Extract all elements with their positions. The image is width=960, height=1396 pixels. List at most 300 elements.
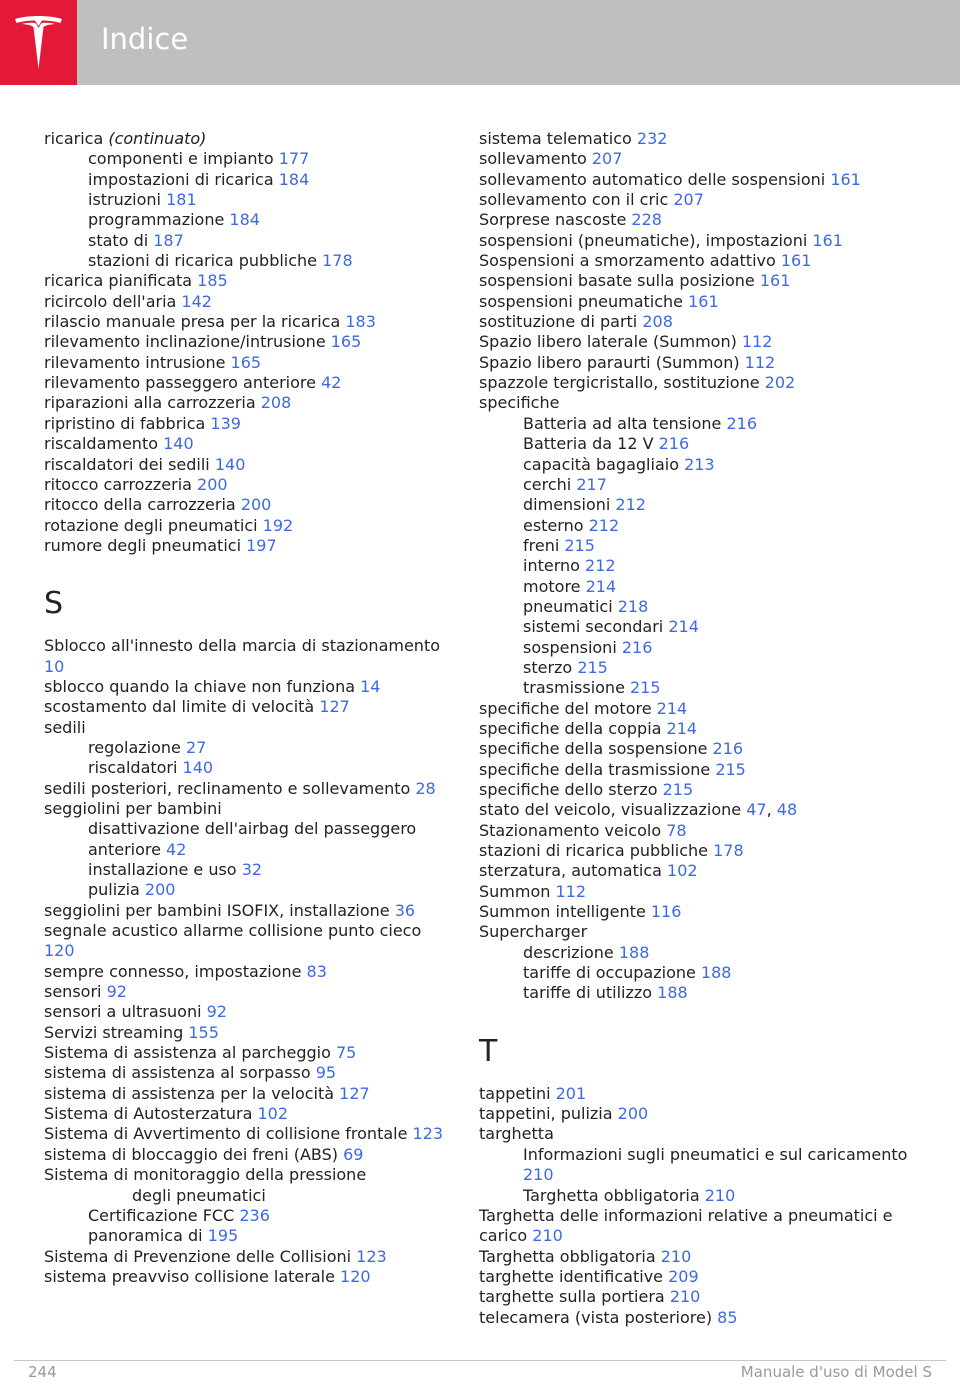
index-entry	[44, 758, 444, 778]
page-link[interactable]: 140	[182, 758, 214, 778]
index-entry	[44, 677, 444, 697]
index-column-left	[44, 129, 444, 1287]
entry-term: sensori a ultrasuoni	[44, 1002, 207, 1022]
logo-box	[0, 0, 77, 85]
index-entry	[44, 880, 444, 900]
entry-term: sostituzione di parti	[479, 312, 643, 332]
index-entry	[479, 800, 919, 820]
index-entry	[44, 495, 444, 515]
index-entry	[44, 1023, 444, 1043]
page-link[interactable]: 112	[744, 352, 776, 372]
index-entry	[479, 231, 919, 251]
page-link[interactable]: 178	[322, 251, 353, 271]
page-link[interactable]: 228	[631, 210, 662, 230]
page-link[interactable]: 83	[306, 961, 327, 981]
index-entry	[479, 414, 919, 434]
entry-term: cerchi	[523, 474, 577, 494]
index-entry	[479, 1247, 919, 1267]
page-link[interactable]: 139	[210, 413, 241, 433]
index-entry	[44, 1267, 444, 1287]
page-link[interactable]: 161	[780, 251, 812, 271]
entry-term: targhette sulla portiera	[479, 1287, 670, 1307]
page-link[interactable]: 27	[185, 737, 207, 757]
index-entry	[479, 149, 919, 169]
index-entry	[44, 1206, 444, 1226]
header-bar	[0, 0, 960, 85]
page-link[interactable]: 215	[715, 759, 746, 779]
page-link[interactable]: 200	[240, 495, 272, 515]
index-entry	[479, 516, 919, 536]
entry-term: sistema di assistenza al sorpasso	[44, 1063, 316, 1083]
index-entry	[479, 638, 919, 658]
index-entry	[479, 983, 919, 1003]
entry-term: Targhetta obbligatoria	[523, 1185, 705, 1205]
index-entry	[479, 536, 919, 556]
entry-term: degli pneumatici	[132, 1185, 266, 1205]
index-entry	[479, 393, 919, 413]
entry-term: riscaldamento	[44, 434, 164, 454]
index-entry	[44, 1043, 444, 1063]
entry-term: Supercharger	[479, 922, 588, 942]
index-entry	[479, 780, 919, 800]
entry-term: componenti e impianto	[88, 149, 279, 169]
entry-term: riscaldatori dei sedili	[44, 454, 215, 474]
index-entry	[479, 434, 919, 454]
page-link[interactable]: 184	[278, 169, 310, 189]
page-link[interactable]: 127	[339, 1083, 370, 1103]
index-entry	[44, 455, 444, 475]
entry-term: rilevamento passeggero anteriore	[44, 373, 322, 393]
index-entry	[479, 292, 919, 312]
page-link[interactable]: 116	[650, 902, 682, 922]
entry-term: descrizione	[523, 942, 619, 962]
page-link[interactable]: 177	[278, 149, 310, 169]
entry-term: Certificazione FCC	[88, 1205, 240, 1225]
page-link[interactable]: 215	[577, 657, 608, 677]
entry-term: specifiche della sospensione	[479, 739, 713, 759]
index-entry	[44, 312, 444, 332]
index-entry	[479, 943, 919, 963]
page-link[interactable]: 112	[741, 332, 773, 352]
entry-term: seggiolini per bambini	[44, 798, 222, 818]
index-entry	[44, 1124, 444, 1144]
page-link[interactable]: 10	[44, 656, 65, 676]
page-link[interactable]: 215	[564, 535, 595, 555]
index-entry	[44, 434, 444, 454]
entry-term: pulizia	[88, 880, 145, 900]
page-link[interactable]: 140	[214, 454, 246, 474]
footer-divider	[14, 1360, 946, 1361]
index-entry	[479, 1267, 919, 1287]
entry-term: sollevamento	[479, 149, 592, 169]
page-link[interactable]: 212	[588, 515, 620, 535]
page-link[interactable]: 213	[684, 454, 715, 474]
entry-term: sedili posteriori, reclinamento e sollevamento	[44, 778, 416, 798]
entry-term: sospensioni	[523, 637, 622, 657]
index-entry	[44, 1104, 444, 1124]
index-entry	[479, 658, 919, 678]
page-link[interactable]: 185	[197, 271, 228, 291]
page-link[interactable]: 192	[262, 515, 294, 535]
page-link[interactable]: 28	[415, 778, 436, 798]
index-entry	[479, 922, 919, 942]
page-link[interactable]: 214	[585, 576, 617, 596]
entry-term: Spazio libero paraurti (Summon)	[479, 352, 745, 372]
index-entry	[44, 718, 444, 738]
page-link[interactable]: 215	[662, 780, 694, 799]
page-link[interactable]: 75	[335, 1043, 357, 1063]
index-entry	[479, 861, 919, 881]
page-link[interactable]: 42	[166, 839, 187, 859]
page-link[interactable]: 214	[656, 698, 688, 718]
entry-term: dimensioni	[523, 495, 616, 515]
page-link[interactable]: 161	[812, 230, 843, 250]
page-link[interactable]: 200	[197, 474, 228, 494]
index-entry	[479, 251, 919, 271]
page-link[interactable]: 32	[241, 860, 263, 879]
entry-term: disattivazione dell'airbag del passeggero anteriore	[88, 819, 417, 859]
page-link[interactable]: 184	[229, 210, 260, 230]
index-entry	[44, 636, 444, 677]
entry-term: Informazioni sugli pneumatici e sul caricamento	[523, 1144, 908, 1164]
index-entry	[44, 1063, 444, 1083]
index-entry	[44, 799, 444, 819]
index-entry	[44, 738, 444, 758]
page-link[interactable]: 112	[555, 881, 587, 901]
entry-term: sistemi secondari	[523, 617, 669, 637]
entry-term: esterno	[523, 515, 589, 535]
index-entry	[44, 1145, 444, 1165]
entry-term: telecamera (vista posteriore)	[479, 1307, 718, 1327]
index-entry	[44, 1165, 444, 1185]
index-entry	[479, 577, 919, 597]
page-link[interactable]: 188	[657, 983, 688, 1003]
entry-term: ritocco carrozzeria	[44, 474, 198, 494]
entry-term: Sistema di assistenza al parcheggio	[44, 1043, 336, 1063]
index-entry	[479, 902, 919, 922]
entry-term: ricarica	[44, 129, 109, 148]
index-entry	[44, 962, 444, 982]
entry-term: Sblocco all'innesto della marcia di stazionamento	[44, 636, 441, 656]
page-link[interactable]: 178	[713, 841, 744, 861]
page-link[interactable]: 92	[106, 982, 127, 1002]
entry-term: Summon intelligente	[479, 902, 651, 922]
entry-term: regolazione	[88, 737, 186, 757]
page-link[interactable]: 210	[669, 1287, 701, 1307]
page-link[interactable]: 214	[666, 718, 698, 738]
entry-term: stazioni di ricarica pubbliche	[88, 251, 323, 271]
index-entry	[479, 821, 919, 841]
entry-term: tappetini	[479, 1083, 556, 1103]
index-entry	[479, 1308, 919, 1328]
entry-term: sempre connesso, impostazione	[44, 961, 307, 981]
index-entry	[479, 1186, 919, 1206]
index-entry	[44, 414, 444, 434]
index-entry	[479, 190, 919, 210]
page-link[interactable]: 123	[356, 1246, 387, 1266]
page-link[interactable]: 217	[576, 474, 607, 494]
entry-term: ricarica pianificata	[44, 271, 198, 291]
entry-term: Stazionamento veicolo	[479, 820, 667, 840]
page-link[interactable]: 216	[658, 434, 690, 454]
page-link[interactable]: 209	[668, 1266, 699, 1286]
index-entry	[479, 170, 919, 190]
entry-term: installazione e uso	[88, 860, 242, 879]
index-entry	[479, 760, 919, 780]
entry-term: sistema telematico	[479, 129, 637, 148]
page-link[interactable]: 47	[746, 800, 767, 820]
page-link[interactable]: 120	[44, 941, 75, 961]
entry-term: tariffe di utilizzo	[523, 983, 658, 1003]
entry-term: impostazioni di ricarica	[88, 169, 279, 189]
page-link[interactable]: 210	[660, 1246, 692, 1266]
page-link[interactable]: 218	[617, 596, 649, 616]
entry-term: spazzole tergicristallo, sostituzione	[479, 373, 765, 393]
index-entry	[479, 1206, 919, 1247]
entry-term: Sorprese nascoste	[479, 210, 632, 230]
entry-term: Targhetta obbligatoria	[479, 1246, 661, 1266]
entry-term: Servizi streaming	[44, 1022, 189, 1042]
entry-term: ritocco della carrozzeria	[44, 495, 241, 515]
entry-term: Sistema di Avvertimento di collisione frontale	[44, 1124, 413, 1144]
index-entry	[44, 1002, 444, 1022]
page-link[interactable]: 48	[776, 800, 798, 820]
entry-term: Batteria ad alta tensione	[523, 413, 727, 433]
page-link[interactable]: 202	[764, 373, 796, 393]
entry-term: scostamento dal limite di velocità	[44, 697, 320, 717]
page-link[interactable]: 92	[206, 1002, 227, 1022]
page-link[interactable]: 127	[319, 697, 350, 717]
index-entry	[44, 190, 444, 210]
entry-term: panoramica di	[88, 1226, 208, 1246]
page-link[interactable]: 212	[585, 556, 616, 576]
page-link[interactable]: 210	[704, 1185, 736, 1205]
index-entry	[479, 597, 919, 617]
index-entry	[479, 719, 919, 739]
page-link[interactable]: 142	[181, 291, 212, 311]
entry-term: rumore degli pneumatici	[44, 535, 247, 555]
index-entry	[44, 332, 444, 352]
page-link[interactable]: 216	[712, 739, 744, 759]
index-entry	[44, 1247, 444, 1267]
index-entry	[479, 353, 919, 373]
page-link[interactable]: 216	[726, 413, 757, 433]
page-link[interactable]: 85	[717, 1307, 738, 1327]
entry-term: segnale acustico allarme collisione punto cieco	[44, 921, 422, 941]
entry-term: sospensioni pneumatiche	[479, 291, 689, 311]
entry-term: targhetta	[479, 1124, 554, 1144]
index-entry	[44, 1084, 444, 1104]
entry-term: Batteria da 12 V	[523, 434, 659, 454]
page-separator: ,	[766, 800, 777, 820]
entry-term: Summon	[479, 881, 556, 901]
page-link[interactable]: 161	[688, 291, 719, 311]
page-link[interactable]: 155	[188, 1022, 219, 1042]
index-entry	[479, 556, 919, 576]
index-letter-heading: T	[479, 1033, 498, 1069]
entry-term: interno	[523, 556, 586, 576]
page-link[interactable]: 36	[394, 900, 416, 920]
page-link[interactable]: 210	[532, 1226, 563, 1246]
page-link[interactable]: 120	[340, 1266, 371, 1286]
index-entry	[44, 393, 444, 413]
index-entry	[479, 475, 919, 495]
page-link[interactable]: 201	[555, 1083, 587, 1103]
index-entry	[44, 779, 444, 799]
page-link[interactable]: 188	[700, 963, 732, 983]
page-link[interactable]: 210	[523, 1165, 554, 1185]
entry-term: freni	[523, 535, 565, 555]
entry-term: rilascio manuale presa per la ricarica	[44, 312, 346, 332]
index-entry	[479, 1084, 919, 1104]
index-entry	[479, 678, 919, 698]
index-entry	[479, 210, 919, 230]
footer-manual-title: Manuale d'uso di Model S	[740, 1363, 932, 1381]
index-entry	[479, 617, 919, 637]
entry-term: sistema di bloccaggio dei freni (ABS)	[44, 1144, 344, 1164]
page-link[interactable]: 181	[166, 190, 197, 210]
page-link[interactable]: 165	[230, 352, 262, 372]
entry-term: specifiche dello sterzo	[479, 780, 663, 799]
index-entry	[44, 860, 444, 880]
entry-term: stato del veicolo, visualizzazione	[479, 800, 747, 820]
index-entry	[44, 271, 444, 291]
entry-term: rilevamento intrusione	[44, 352, 231, 372]
page-link[interactable]: 195	[207, 1226, 239, 1246]
index-entry	[44, 982, 444, 1002]
entry-term: targhette identificative	[479, 1266, 669, 1286]
index-entry	[479, 129, 919, 149]
entry-term: riparazioni alla carrozzeria	[44, 393, 261, 413]
entry-term: specifiche della coppia	[479, 718, 667, 738]
entry-term: specifiche	[479, 393, 560, 413]
index-letter-heading: S	[44, 586, 64, 622]
index-entry	[479, 1145, 919, 1186]
page-link[interactable]: 183	[345, 312, 376, 332]
index-entry	[44, 210, 444, 230]
page-link[interactable]: 69	[343, 1144, 364, 1164]
index-entry	[479, 332, 919, 352]
entry-term: sensori	[44, 982, 107, 1002]
page-link[interactable]: 165	[330, 332, 362, 352]
entry-term: sedili	[44, 717, 86, 737]
entry-term: sollevamento automatico delle sospensioni	[479, 169, 831, 189]
page-link[interactable]: 102	[257, 1104, 289, 1124]
entry-term: sblocco quando la chiave non funziona	[44, 676, 361, 696]
page-link[interactable]: 200	[617, 1104, 649, 1124]
entry-term: sistema preavviso collisione laterale	[44, 1266, 341, 1286]
index-entry	[44, 129, 444, 149]
index-entry	[479, 1104, 919, 1124]
page-link[interactable]: 207	[673, 190, 704, 210]
entry-term: sterzatura, automatica	[479, 861, 668, 881]
index-entry	[44, 1226, 444, 1246]
entry-term: capacità bagagliaio	[523, 454, 685, 474]
index-entry	[479, 1287, 919, 1307]
index-entry	[44, 251, 444, 271]
entry-term: sterzo	[523, 657, 578, 677]
entry-term: specifiche della trasmissione	[479, 759, 716, 779]
entry-continued-note: (continuato)	[108, 129, 207, 148]
entry-term: stato di	[88, 230, 154, 250]
entry-term: sospensioni (pneumatiche), impostazioni	[479, 230, 813, 250]
page-link[interactable]: 102	[667, 861, 698, 881]
index-entry	[44, 475, 444, 495]
index-entry	[479, 841, 919, 861]
entry-term: seggiolini per bambini ISOFIX, installazione	[44, 900, 395, 920]
entry-term: specifiche del motore	[479, 698, 657, 718]
page-link[interactable]: 208	[260, 393, 292, 413]
entry-term: Sistema di monitoraggio della pressione	[44, 1165, 367, 1185]
index-entry	[44, 353, 444, 373]
index-entry	[44, 901, 444, 921]
page-link[interactable]: 140	[163, 434, 194, 454]
page-link[interactable]: 161	[830, 169, 861, 189]
index-entry	[479, 373, 919, 393]
page-link[interactable]: 232	[636, 129, 668, 148]
page-link[interactable]: 236	[239, 1205, 270, 1225]
index-entry	[479, 739, 919, 759]
entry-term: motore	[523, 576, 586, 596]
index-entry	[479, 1124, 919, 1144]
index-column-right	[479, 129, 919, 1328]
entry-term: Sospensioni a smorzamento adattivo	[479, 251, 781, 271]
index-entry	[44, 170, 444, 190]
index-entry	[44, 373, 444, 393]
entry-term: ricircolo dell'aria	[44, 291, 182, 311]
page-link[interactable]: 123	[412, 1124, 444, 1144]
index-entry	[44, 921, 444, 962]
page-link[interactable]: 200	[144, 880, 176, 900]
page-link[interactable]: 208	[642, 312, 673, 332]
page-link[interactable]: 197	[246, 535, 277, 555]
page-link[interactable]: 42	[321, 373, 342, 393]
page-link[interactable]: 95	[315, 1063, 337, 1083]
entry-term: ripristino di fabbrica	[44, 413, 211, 433]
entry-term: pneumatici	[523, 596, 618, 616]
page-link[interactable]: 216	[621, 637, 653, 657]
index-entry	[44, 292, 444, 312]
page-link[interactable]: 187	[153, 230, 184, 250]
entry-term: Targhetta delle informazioni relative a pneumatici e carico	[479, 1205, 893, 1246]
page-link[interactable]: 207	[591, 149, 623, 169]
page-link[interactable]: 214	[668, 617, 699, 637]
index-entry	[479, 271, 919, 291]
index-entry	[44, 697, 444, 717]
index-entry	[479, 882, 919, 902]
entry-term: riscaldatori	[88, 758, 183, 778]
page-link[interactable]: 215	[630, 678, 661, 698]
index-entry	[479, 455, 919, 475]
index-entry	[44, 231, 444, 251]
page-link[interactable]: 212	[615, 495, 646, 515]
page-link[interactable]: 188	[618, 942, 650, 962]
entry-term: rotazione degli pneumatici	[44, 515, 263, 535]
tesla-logo-icon	[14, 15, 63, 70]
entry-term: Sistema di Autosterzatura	[44, 1104, 258, 1124]
page-link[interactable]: 78	[666, 820, 687, 840]
entry-term: sospensioni basate sulla posizione	[479, 271, 760, 291]
index-entry	[479, 312, 919, 332]
page-title: Indice	[101, 22, 189, 56]
entry-term: Spazio libero laterale (Summon)	[479, 332, 742, 352]
index-entry	[479, 495, 919, 515]
index-entry	[44, 819, 444, 860]
page-link[interactable]: 161	[759, 271, 791, 291]
page-link[interactable]: 14	[360, 676, 381, 696]
footer-page-number: 244	[28, 1363, 57, 1381]
entry-term: sistema di assistenza per la velocità	[44, 1083, 340, 1103]
